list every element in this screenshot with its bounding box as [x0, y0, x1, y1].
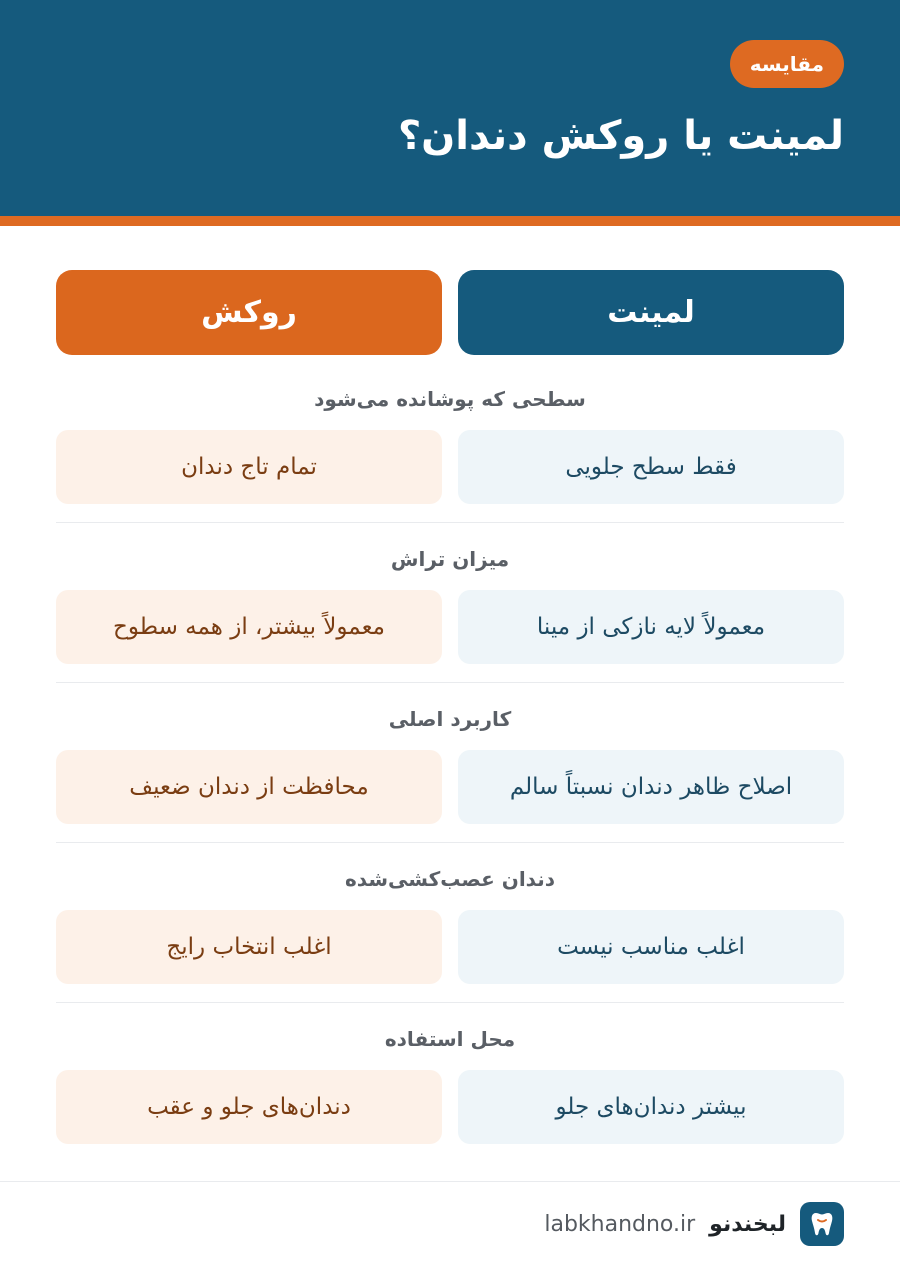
- footer-divider: [0, 1181, 900, 1182]
- row-label: میزان تراش: [390, 547, 510, 571]
- row-divider: [56, 842, 844, 843]
- laminate-cell: بیشتر دندان‌های جلو: [458, 1070, 844, 1144]
- row-label: سطحی که پوشانده می‌شود: [314, 387, 586, 411]
- tooth-icon: [800, 1202, 844, 1246]
- row-divider: [56, 682, 844, 683]
- brand-name: لبخندنو: [709, 1211, 786, 1237]
- footer: [544, 1202, 844, 1246]
- comparison-row: [56, 530, 844, 690]
- column-header-crown: روکش: [56, 270, 442, 355]
- comparison-row: [56, 690, 844, 850]
- header-accent-stripe: [0, 216, 900, 226]
- laminate-cell: اصلاح ظاهر دندان نسبتاً سالم: [458, 750, 844, 824]
- comparison-row: [56, 1010, 844, 1170]
- laminate-cell: معمولاً لایه نازکی از مینا: [458, 590, 844, 664]
- row-divider: [56, 1002, 844, 1003]
- row-divider: [56, 522, 844, 523]
- site-domain[interactable]: labkhandno.ir: [544, 1211, 696, 1237]
- crown-cell: معمولاً بیشتر، از همه سطوح: [56, 590, 442, 664]
- crown-cell: تمام تاج دندان: [56, 430, 442, 504]
- column-header-laminate: لمینت: [458, 270, 844, 355]
- laminate-cell: اغلب مناسب نیست: [458, 910, 844, 984]
- row-label: دندان عصب‌کشی‌شده: [345, 867, 555, 891]
- crown-cell: دندان‌های جلو و عقب: [56, 1070, 442, 1144]
- comparison-row: [56, 370, 844, 530]
- comparison-table: [56, 370, 844, 1170]
- header: [0, 0, 900, 216]
- laminate-cell: فقط سطح جلویی: [458, 430, 844, 504]
- row-label: محل استفاده: [384, 1027, 516, 1051]
- crown-cell: محافظت از دندان ضعیف: [56, 750, 442, 824]
- comparison-row: [56, 850, 844, 1010]
- column-headers: [56, 270, 844, 355]
- category-badge: مقایسه: [730, 40, 844, 88]
- page-title: لمینت یا روکش دندان؟: [397, 113, 844, 159]
- row-label: کاربرد اصلی: [388, 707, 512, 731]
- crown-cell: اغلب انتخاب رایج: [56, 910, 442, 984]
